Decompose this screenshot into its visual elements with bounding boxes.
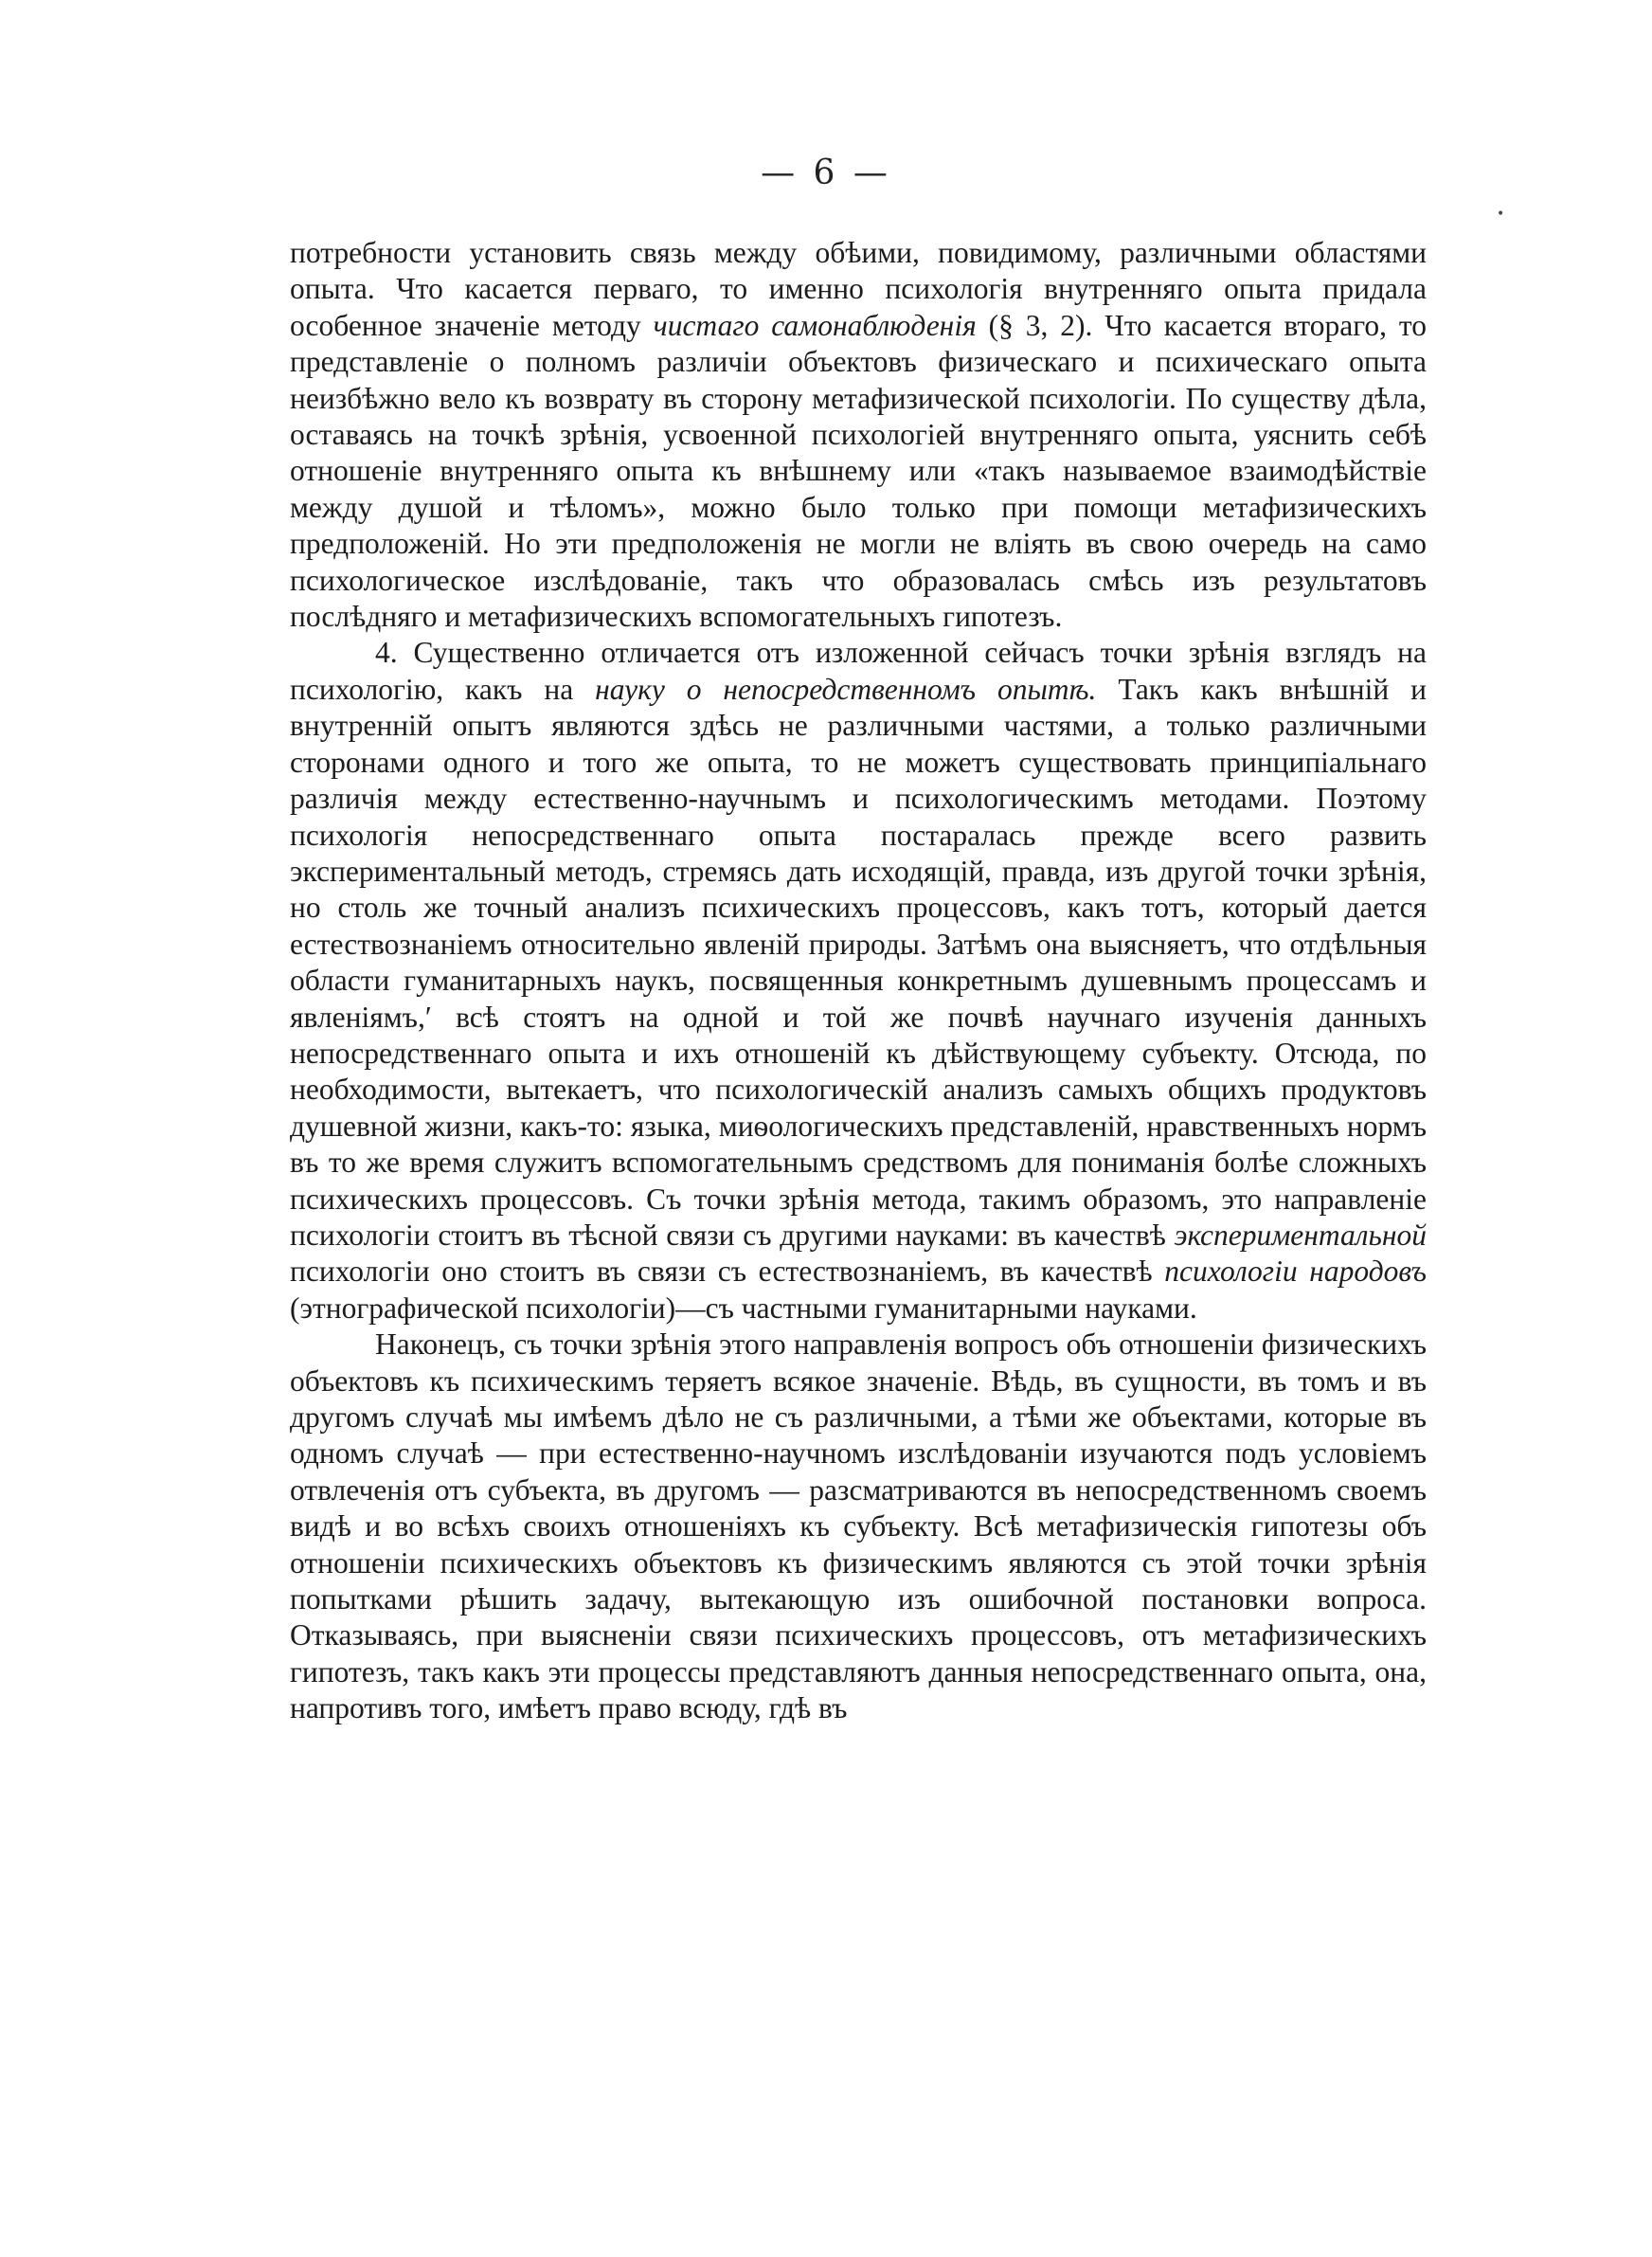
text-run: (этнографической психологіи)—съ частными гуманитарными науками. [290,1291,1197,1325]
scan-mark: • [1497,207,1505,222]
paragraph [290,235,1427,635]
body-text [290,235,1427,1727]
page-number: — 6 — [761,153,891,192]
text-run: потребности установить связь между обѣими, повидимому, различными областями опыта. Что касается перваго, то именно психологія внутренняго опыта придала особенное значеніе методу [290,236,1427,342]
italic-term: чистаго самонаблюденія [653,308,977,342]
italic-term: экспериментальной [1174,1218,1427,1252]
paragraph [290,635,1427,1327]
text-run: Такъ какъ внѣшній и внутренній опытъ являются здѣсь не различными частями, а только различными сторонами одного и того же опыта, то не можетъ существовать принципіальнаго различія между естественно-научнымъ и психологическимъ методами. Поэтому психологія непосредственнаго опыта постаралась прежде всего развить экспериментальный методъ, стремясь дать исходящій, правда, изъ другой точки зрѣнія, но столь же точный анализъ психическихъ процессовъ, какъ тотъ, который дается естествознаніемъ относительно явленій природы. Затѣмъ она выясняетъ, что отдѣльныя области гуманитарныхъ наукъ, посвященныя конкретнымъ душевнымъ процессамъ и явленіямъ,′ всѣ стоятъ на одной и той же почвѣ научнаго изученія данныхъ непосредственнаго опыта и ихъ отношеній къ дѣйствующему субъекту. Отсюда, по необходимости, вытекаетъ, что психологическій анализъ самыхъ общихъ продуктовъ душевной жизни, какъ-то: языка, миѳологическихъ представленій, нравственныхъ нормъ въ то же время служитъ вспомогательнымъ средствомъ для пониманія болѣе сложныхъ психическихъ процессовъ. Съ точки зрѣнія метода, такимъ образомъ, это направленіе психологіи стоитъ въ тѣсной связи съ другими науками: въ качествѣ [290,672,1427,1252]
italic-term: науку о непосредственномъ опытѣ. [595,672,1097,706]
paragraph [290,1327,1427,1726]
italic-term: психологіи народовъ [1164,1255,1428,1289]
text-run: психологіи оно стоитъ въ связи съ естествознаніемъ, въ качествѣ [290,1255,1165,1289]
text-run: 4. Существенно отличается отъ изложенной сейчасъ точки зрѣнія взглядъ на психологію, какъ на [290,636,1427,706]
text-run: (§ 3, 2). Что касается втораго, то представленіе о полномъ различіи объектовъ физическаго и психическаго опыта неизбѣжно вело къ возврату въ сторону метафизической психологіи. По существу дѣла, оставаясь на точкѣ зрѣнія, усвоенной психологіей внутренняго опыта, уяснить себѣ отношеніе внутренняго опыта къ внѣшнему или «такъ называемое взаимодѣйствіе между душой и тѣломъ», можно было только при помощи метафизическихъ предположеній. Но эти предположенія не могли не вліять въ свою очередь на само психологическое изслѣдованіе, такъ что образовалась смѣсь изъ результатовъ послѣдняго и метафизическихъ вспомогательныхъ гипотезъ. [290,308,1428,634]
text-run: Наконецъ, съ точки зрѣнія этого направленія вопросъ объ отношеніи физическихъ объектовъ къ психическимъ теряетъ всякое значеніе. Вѣдь, въ сущности, въ томъ и въ другомъ случаѣ мы имѣемъ дѣло не съ различными, а тѣми же объектами, которые въ одномъ случаѣ — при естественно-научномъ изслѣдованіи изучаются подъ условіемъ отвлеченія отъ субъекта, въ другомъ — разсматриваются въ непосредственномъ своемъ видѣ и во всѣхъ своихъ отношеніяхъ къ субъекту. Всѣ метафизическія гипотезы объ отношеніи психическихъ объектовъ къ физическимъ являются съ этой точки зрѣнія попытками рѣшить задачу, вытекающую изъ ошибочной постановки вопроса. Отказываясь, при выясненіи связи психическихъ процессовъ, отъ метафизическихъ гипотезъ, такъ какъ эти процессы представляютъ данныя непосредственнаго опыта, она, напротивъ того, имѣетъ право всюду, гдѣ въ [290,1327,1427,1725]
